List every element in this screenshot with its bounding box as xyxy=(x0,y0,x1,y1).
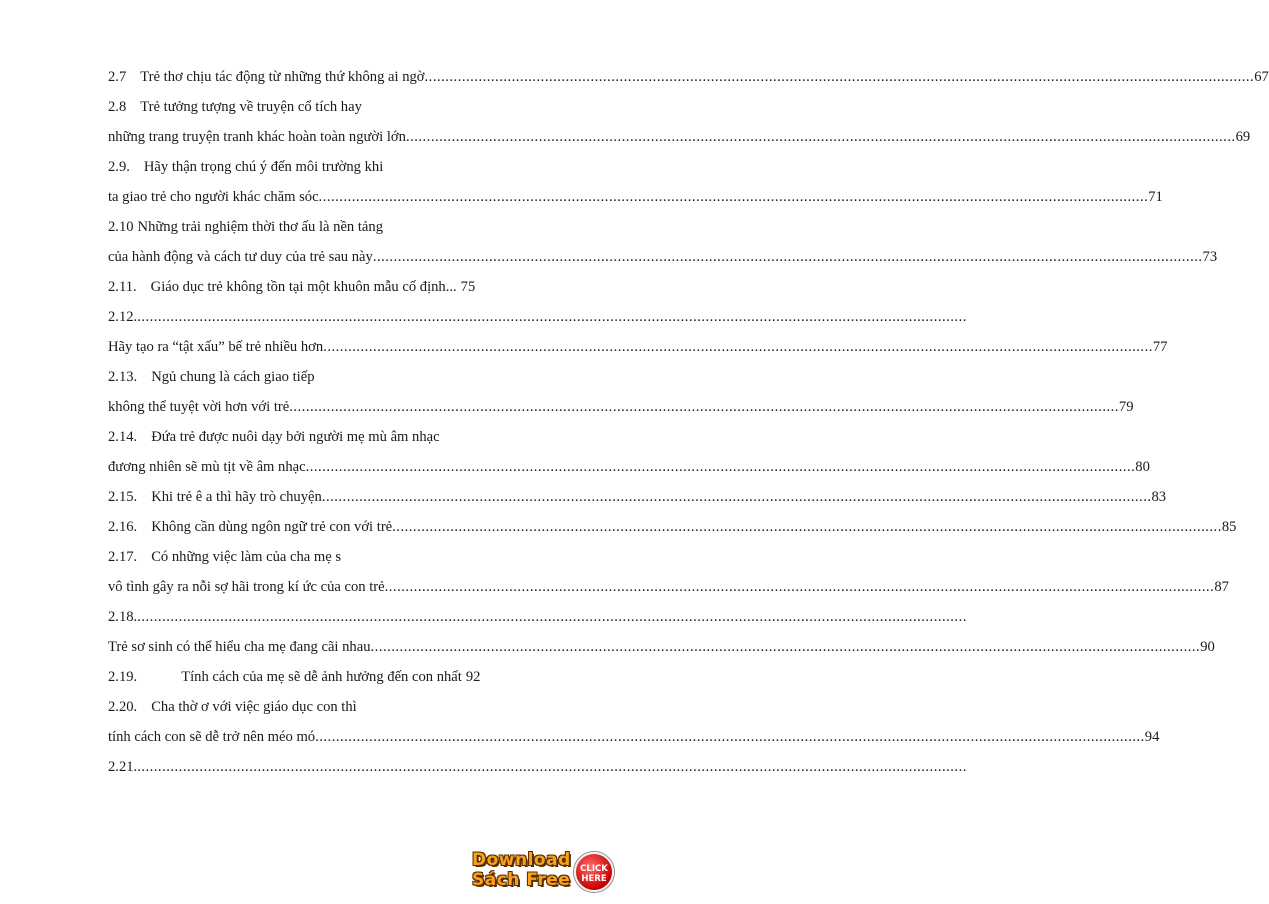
toc-section-number: 2.17. xyxy=(108,549,138,565)
toc-page-number: 73 xyxy=(1202,249,1218,265)
toc-leader-dots: ........................................................................................................................................................................................................ xyxy=(370,639,1201,655)
download-badge-text xyxy=(472,850,571,890)
toc-page-number: 83 xyxy=(1151,489,1167,505)
toc-page-number: 85 xyxy=(1221,519,1237,535)
download-badge[interactable] xyxy=(470,850,630,900)
toc-section-number: 2.13. xyxy=(108,369,138,385)
toc-section-number: 2.18. xyxy=(108,609,138,625)
toc-leader-dots: ........................................................................................................................................................................................................ xyxy=(315,729,1145,745)
toc-page-number: 87 xyxy=(1214,579,1229,595)
toc-leader-dots: ........................................................................................................................................................................................................ xyxy=(305,459,1136,475)
toc-leader-dots: ........................................................................................................................................................................................................ xyxy=(321,489,1152,505)
badge-line-sach-free: Sách Free xyxy=(472,870,571,890)
toc-page-number: 67 xyxy=(1254,69,1269,85)
toc-title: Tính cách của mẹ sẽ dễ ảnh hưởng đến con nhất xyxy=(181,669,462,685)
toc-line[interactable] xyxy=(108,422,570,452)
toc-page-number: 71 xyxy=(1148,189,1163,205)
toc-line[interactable] xyxy=(108,212,570,242)
toc-title: không thể tuyệt vời hơn với trẻ xyxy=(108,399,290,415)
toc-line[interactable] xyxy=(108,632,1215,662)
toc-title: Ngủ chung là cách giao tiếp xyxy=(151,369,315,385)
toc-line[interactable] xyxy=(108,512,1237,542)
toc-page-number: 92 xyxy=(465,669,481,685)
toc-line[interactable] xyxy=(108,482,1167,512)
toc-line[interactable] xyxy=(108,752,967,782)
toc-section-number: 2.9. xyxy=(108,159,130,175)
toc-leader-dots: ........................................................................................................................................................................................................ xyxy=(137,609,967,625)
toc-section-number: 2.7 xyxy=(108,69,127,85)
toc-section-number: 2.20. xyxy=(108,699,138,715)
toc-section-number: 2.16. xyxy=(108,519,138,535)
toc-title: Hãy tạo ra “tật xấu” bế trẻ nhiều hơn xyxy=(108,339,324,355)
toc-line[interactable] xyxy=(108,242,1218,272)
toc-section-number: 2.15. xyxy=(108,489,138,505)
toc-page-number: 69 xyxy=(1235,129,1251,145)
toc-line[interactable] xyxy=(108,722,1160,752)
toc-line[interactable] xyxy=(108,272,570,302)
toc-leader-dots: ........................................................................................................................................................................................................ xyxy=(372,249,1203,265)
toc-line[interactable] xyxy=(108,692,570,722)
toc-line[interactable] xyxy=(108,392,1134,422)
toc-line[interactable] xyxy=(108,122,1251,152)
toc-title: Trẻ thơ chịu tác động từ những thứ không ai ngờ xyxy=(140,69,425,85)
click-label: CLICK xyxy=(580,864,608,874)
toc-section-number: 2.8 xyxy=(108,99,127,115)
toc-title: Khi trẻ ê a thì hãy trò chuyện xyxy=(151,489,322,505)
toc-title: ta giao trẻ cho người khác chăm sóc xyxy=(108,189,319,205)
toc-line[interactable] xyxy=(108,92,570,122)
toc-line[interactable] xyxy=(108,452,1150,482)
toc-title: Những trải nghiệm thời thơ ấu là nền tảng xyxy=(137,219,383,235)
toc-section-number: 2.12. xyxy=(108,309,138,325)
toc-line[interactable] xyxy=(108,662,570,692)
toc-line[interactable] xyxy=(108,602,967,632)
toc-page-number: 75 xyxy=(460,279,476,295)
toc-title: Trẻ sơ sinh có thể hiểu cha mẹ đang cãi nhau xyxy=(108,639,371,655)
toc-page-number: 77 xyxy=(1152,339,1168,355)
toc-line[interactable] xyxy=(108,152,570,182)
toc-section-number: 2.11. xyxy=(108,279,137,295)
toc-leader-dots: ........................................................................................................................................................................................................ xyxy=(323,339,1153,355)
toc-line[interactable] xyxy=(108,362,570,392)
toc-leader-dots: ........................................................................................................................................................................................................ xyxy=(137,759,967,775)
click-here-button[interactable] xyxy=(574,852,614,892)
toc-leader-dots: ........................................................................................................................................................................................................ xyxy=(405,129,1236,145)
toc-leader-dots: ........................................................................................................................................................................................................ xyxy=(424,69,1255,85)
toc-leader-dots: ........................................................................................................................................................................................................ xyxy=(318,189,1149,205)
toc-line[interactable] xyxy=(108,572,1229,602)
toc-line[interactable] xyxy=(108,62,1269,92)
toc-title: của hành động và cách tư duy của trẻ sau này xyxy=(108,249,373,265)
toc-leader-dots: ........................................................................................................................................................................................................ xyxy=(392,519,1222,535)
toc-title: Không cần dùng ngôn ngữ trẻ con với trẻ xyxy=(151,519,393,535)
toc-title: vô tình gây ra nỗi sợ hãi trong kí ức của con trẻ xyxy=(108,579,385,595)
toc-section-number: 2.19. xyxy=(108,669,138,685)
toc-leader-dots: ........................................................................................................................................................................................................ xyxy=(289,399,1119,415)
toc-leader-dots: ........................................................................................................................................................................................................ xyxy=(384,579,1215,595)
toc-line[interactable] xyxy=(108,332,1168,362)
toc-leader-dots: ........................................................................................................................................................................................................ xyxy=(137,309,967,325)
toc-title: Hãy thận trọng chú ý đến môi trường khi xyxy=(143,159,384,175)
toc-title: Có những việc làm của cha mẹ s xyxy=(151,549,342,565)
toc-line[interactable] xyxy=(108,302,967,332)
badge-line-download: Download xyxy=(472,850,571,870)
toc-title: đương nhiên sẽ mù tịt về âm nhạc xyxy=(108,459,306,475)
toc-page-number: 90 xyxy=(1200,639,1215,655)
toc-title: Đứa trẻ được nuôi dạy bởi người mẹ mù âm nhạc xyxy=(151,429,440,445)
toc-title: tính cách con sẽ dễ trở nên méo mó xyxy=(108,729,316,745)
toc-section-number: 2.14. xyxy=(108,429,138,445)
table-of-contents xyxy=(108,62,1269,782)
here-label: HERE xyxy=(581,874,607,884)
toc-line[interactable] xyxy=(108,542,570,572)
toc-title: Trẻ tưởng tượng về truyện cổ tích hay xyxy=(140,99,362,115)
toc-line[interactable] xyxy=(108,182,1163,212)
toc-page-number: 79 xyxy=(1118,399,1134,415)
toc-page-number: 80 xyxy=(1135,459,1150,475)
toc-title: Giáo dục trẻ không tồn tại một khuôn mẫu cố định... xyxy=(150,279,457,295)
toc-title: Cha thờ ơ với việc giáo dục con thì xyxy=(151,699,357,715)
toc-title: những trang truyện tranh khác hoàn toàn người lớn xyxy=(108,129,406,145)
toc-page-number: 94 xyxy=(1144,729,1160,745)
toc-section-number: 2.21. xyxy=(108,759,138,775)
toc-section-number: 2.10 xyxy=(108,219,134,235)
